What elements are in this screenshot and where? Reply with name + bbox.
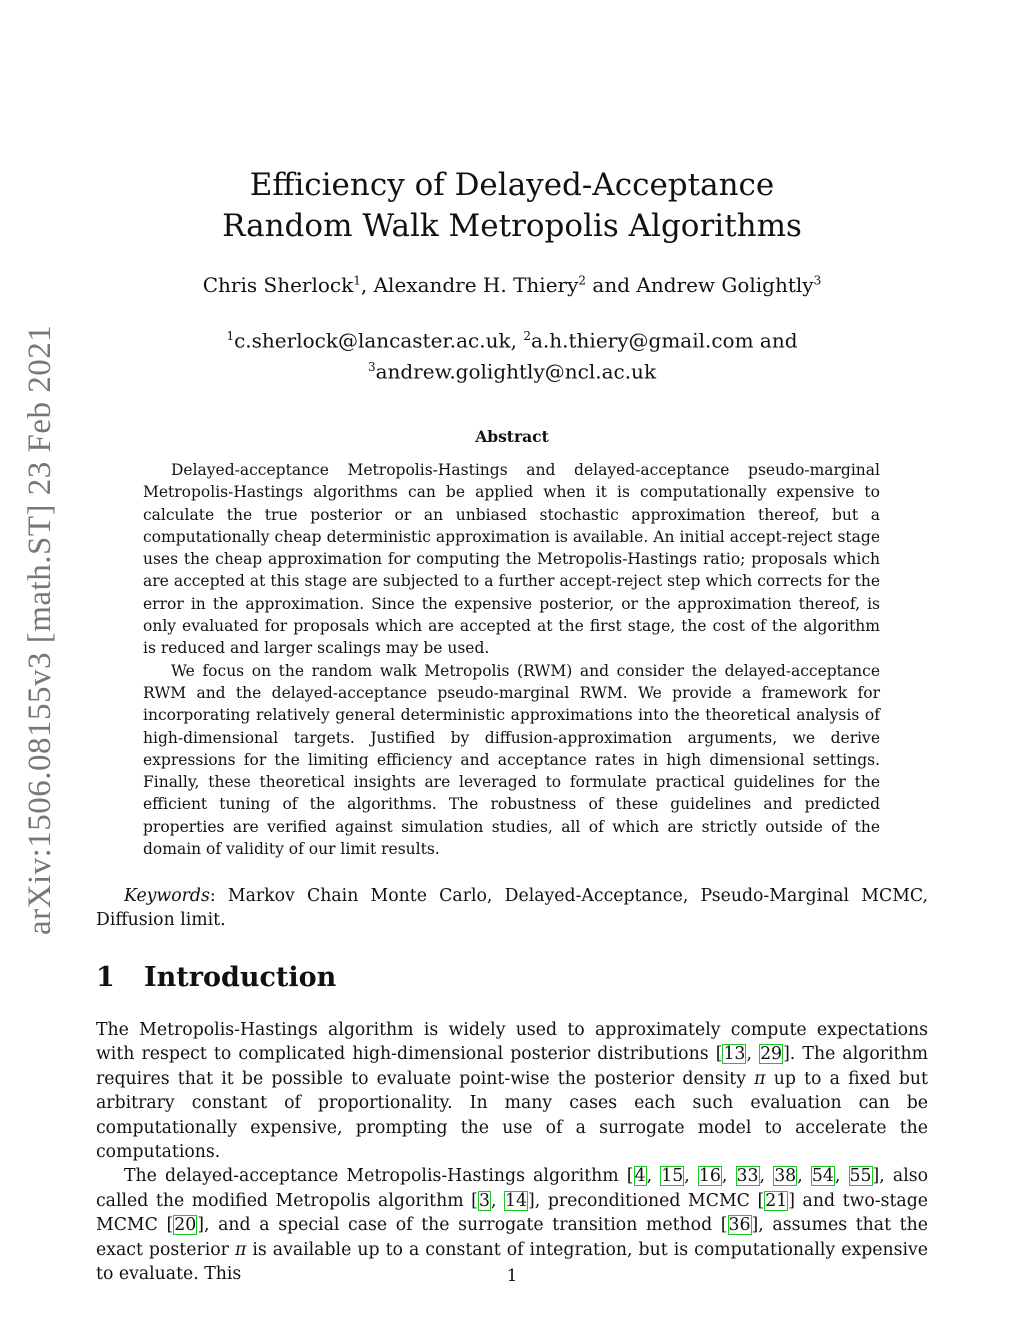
text-run: ], and a special case of the surrogate transition method [ — [197, 1215, 728, 1236]
title-line-1: Efficiency of Delayed-Acceptance — [249, 167, 775, 203]
author-2: Alexandre H. Thiery — [373, 273, 579, 297]
author-separator: , — [360, 273, 374, 297]
text-run: ], preconditioned MCMC [ — [528, 1190, 765, 1211]
abstract-paragraph-1: Delayed-acceptance Metropolis-Hastings and delayed-acceptance pseudo-marginal Metropolis-Hastings algorithms can be applied when it is computationally expensive to calculate the true posterior or an unbiased stochastic approximation thereof, but a computationally cheap deterministic approximation is available. An initial accept-reject stage uses the cheap approximation for computing the Metropolis-Hastings ratio; proposals which are accepted at this stage are subjected to a further accept-reject step which corrects for the error in the approximation. Since the expensive posterior, or the approximation thereof, is only evaluated for proposals which are accepted at the first stage, the cost of the algorithm is reduced and larger scalings may be used. — [143, 461, 880, 658]
text-run: up to a fixed but arbitrary constant of proportionality. In many cases each such evaluation can be computationally expensive, prompting the use of a surrogate model to accelerate the computations. — [96, 1068, 929, 1163]
citation-link[interactable]: 29 — [760, 1044, 783, 1065]
citation-link[interactable]: 15 — [661, 1166, 684, 1187]
keywords-text: : Markov Chain Monte Carlo, Delayed-Acceptance, Pseudo-Marginal MCMC, Diffusion limit. — [96, 886, 928, 930]
citation-link[interactable]: 3 — [478, 1190, 490, 1211]
text-run: ] and two-stage MCMC [ — [96, 1190, 928, 1236]
citation-link[interactable]: 13 — [723, 1044, 746, 1065]
author-3-affil: 3 — [813, 273, 822, 288]
author-1-affil: 1 — [353, 273, 361, 288]
pi-symbol: π — [754, 1068, 766, 1089]
citation-link[interactable]: 55 — [849, 1166, 872, 1187]
email-1[interactable]: c.sherlock@lancaster.ac.uk — [234, 328, 511, 353]
citation-link[interactable]: 54 — [811, 1166, 834, 1187]
email-2[interactable]: a.h.thiery@gmail.com — [530, 328, 754, 353]
citation-link[interactable]: 20 — [174, 1215, 197, 1236]
text-run: ]. The algorithm requires that it be possible to evaluate point-wise the posterior density — [96, 1044, 928, 1089]
keywords-label: Keywords — [124, 886, 210, 906]
keywords — [96, 884, 928, 932]
citation-link[interactable]: 4 — [634, 1166, 646, 1187]
body-paragraph-2: The delayed-acceptance Metropolis-Hastings algorithm [4, 15, 16, 33, 38, 54, 55], also called the modified Metropolis algorithm [3, 14], preconditioned MCMC [21] and two-stage MCMC [20], and a special case of the surrogate transition method [36], assumes that the exact posterior π is available up to a constant of integration, but is computationally expensive to evaluate. This — [96, 1166, 928, 1285]
abstract-body — [143, 459, 880, 860]
citation-link[interactable]: 14 — [505, 1190, 528, 1211]
email-separator: and — [753, 328, 798, 353]
citation-link[interactable]: 21 — [765, 1190, 788, 1211]
author-emails — [150, 323, 874, 384]
citation-link[interactable]: 33 — [736, 1166, 759, 1187]
citation-link[interactable]: 36 — [728, 1215, 751, 1236]
body-text — [96, 1018, 928, 1286]
section-number: 1 — [96, 962, 115, 993]
text-run: ], also called the modified Metropolis algorithm [ — [96, 1166, 928, 1211]
author-3: Andrew Golightly — [636, 273, 814, 297]
section-heading — [96, 962, 336, 993]
author-1: Chris Sherlock — [202, 273, 354, 297]
citation-link[interactable]: 16 — [698, 1166, 721, 1187]
email-3[interactable]: andrew.golightly@ncl.ac.uk — [375, 359, 657, 384]
text-run: is available up to a constant of integration, but is computationally expensive to evaluate. This — [96, 1239, 928, 1285]
text-run: , — [746, 1044, 760, 1065]
author-separator: and — [586, 273, 637, 297]
paper-title — [150, 165, 874, 247]
author-list — [150, 273, 874, 297]
page-number: 1 — [506, 1266, 518, 1286]
text-run: The delayed-acceptance Metropolis-Hastings algorithm [ — [124, 1166, 634, 1187]
email-separator: , — [510, 328, 524, 353]
pi-symbol: π — [234, 1239, 247, 1260]
citation-link[interactable]: 38 — [774, 1166, 797, 1187]
arxiv-identifier: arXiv:1506.08155v3 [math.ST] 23 Feb 2021 — [22, 324, 58, 935]
section-title: Introduction — [144, 962, 337, 993]
abstract-paragraph-2: We focus on the random walk Metropolis (RWM) and consider the delayed-acceptance RWM and the delayed-acceptance pseudo-marginal RWM. We provide a framework for incorporating relatively general deterministic approximations into the theoretical analysis of high-dimensional targets. Justified by diffusion-approximation arguments, we derive expressions for the limiting efficiency and acceptance rates in high dimensional settings. Finally, these theoretical insights are leveraged to formulate practical guidelines for the efficient tuning of the algorithms. The robustness of these guidelines and predicted properties are verified against simulation studies, all of which are strictly outside of the domain of validity of our limit results. — [143, 661, 880, 859]
title-line-2: Random Walk Metropolis Algorithms — [222, 208, 802, 244]
body-paragraph-1 — [96, 1018, 928, 1164]
author-2-affil: 2 — [578, 273, 587, 288]
email-3-affil: 3 — [367, 359, 376, 374]
email-1-affil: 1 — [226, 329, 235, 343]
abstract-heading: Abstract — [475, 427, 549, 446]
text-run: The Metropolis-Hastings algorithm is widely used to approximately compute expectations with respect to complicated high-dimensional posterior distributions [ — [96, 1020, 928, 1065]
email-2-affil: 2 — [523, 329, 531, 343]
text-run: ], assumes that the exact posterior — [96, 1215, 928, 1260]
